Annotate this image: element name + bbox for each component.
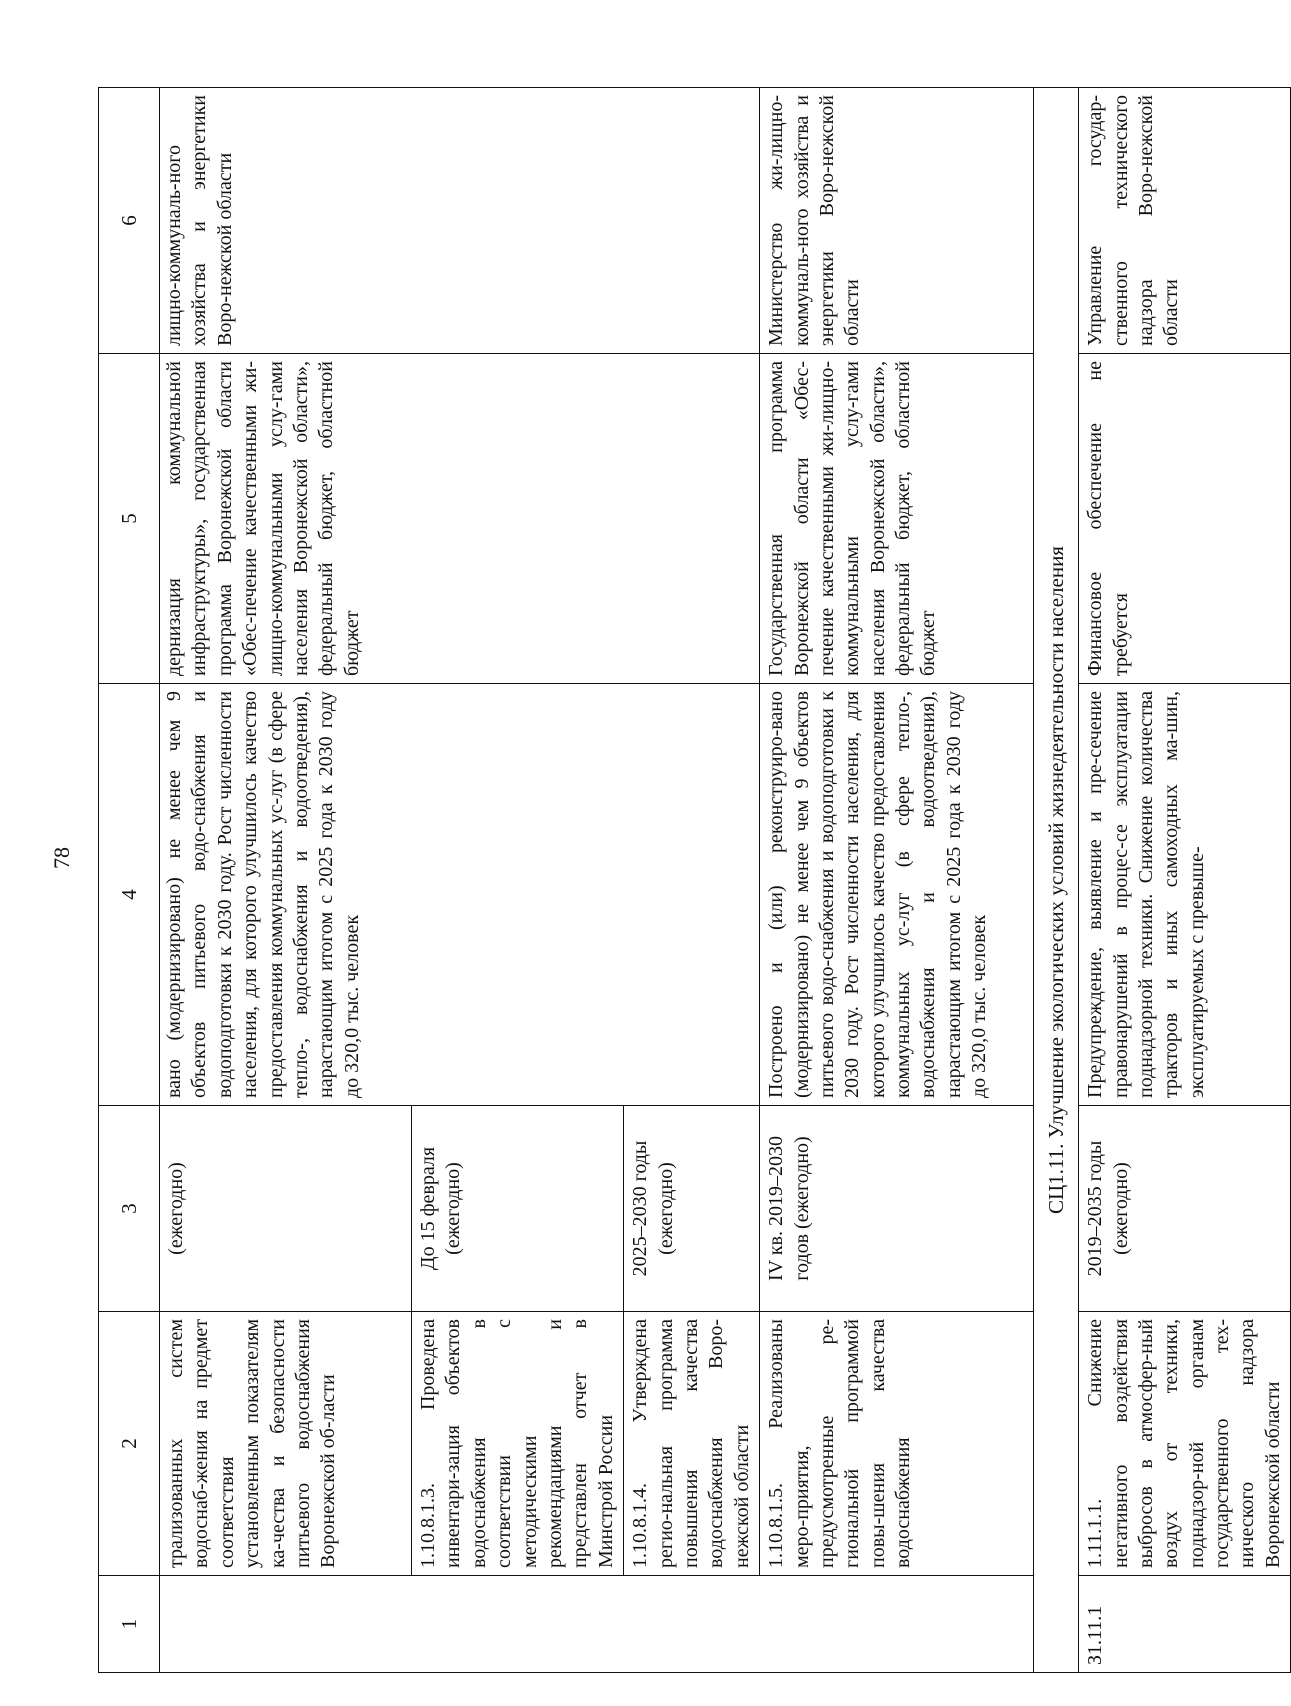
executor-cell: Управление государ-ственного технического надзора Воро-нежской области	[1079, 88, 1291, 354]
funding-cell: Финансовое обеспечение не требуется	[1079, 354, 1291, 684]
header-col-4: 4	[99, 684, 160, 1106]
executor-cell: лищно-коммуналь-ного хозяйства и энергетики Воро-нежской области	[160, 88, 760, 354]
rotated-table-container	[98, 88, 1284, 1673]
event-cell: 1.11.1.1. Снижение негативного воздействия выбросов в атмосфер-ный воздух от техники, поднадзор-ной органам государственного тех-нического надзора Воронежской области	[1079, 1312, 1291, 1576]
table-row	[160, 88, 412, 1673]
term-cell: IV кв. 2019–2030 годов (ежегодно)	[760, 1106, 1034, 1312]
event-cell: трализованных систем водоснаб-жения на предмет соответствия установленным показателям ка-чества и безопасности питьевого водоснабжения Воронежской об-ласти	[160, 1312, 412, 1576]
section-title: СЦ1.11. Улучшение экологических условий жизнедеятельности населения	[1034, 88, 1079, 1673]
header-col-5: 5	[99, 354, 160, 684]
row-id-cell	[160, 1576, 1034, 1673]
table-row	[1079, 88, 1291, 1673]
section-row	[1034, 88, 1079, 1673]
row-id-cell: З1.11.1	[1079, 1576, 1291, 1673]
result-cell: вано (модернизировано) не менее чем 9 объектов питьевого водо-снабжения и водоподготовки к 2030 году. Рост численности населения, для которого улучшилось качество предоставления коммунальных ус-луг (в сфере тепло-, водоснабжения и водоотведения), нарастающим итогом с 2025 года к 2030 году до 320,0 тыс. человек	[160, 684, 760, 1106]
table-row	[760, 88, 1034, 1673]
header-col-1: 1	[99, 1576, 160, 1673]
page-number: 78	[49, 847, 74, 869]
executor-cell: Министерство жи-лищно-коммуналь-ного хозяйства и энергетики Воро-нежской области	[760, 88, 1034, 354]
term-cell: 2019–2035 годы (ежегодно)	[1079, 1106, 1291, 1312]
data-table	[98, 87, 1291, 1673]
term-cell: До 15 февраля (ежегодно)	[412, 1106, 624, 1312]
header-col-3: 3	[99, 1106, 160, 1312]
event-cell: 1.10.8.1.3. Проведена инвентари-зация объектов водоснабжения в соответствии с методическими рекомендациями и представлен отчет в Минстрой России	[412, 1312, 624, 1576]
term-cell: (ежегодно)	[160, 1106, 412, 1312]
funding-cell: Государственная программа Воронежской области «Обес-печение качественными жи-лищно-коммунальными услу-гами населения Воронежской области», федеральный бюджет, областной бюджет	[760, 354, 1034, 684]
header-col-2: 2	[99, 1312, 160, 1576]
event-cell: 1.10.8.1.5. Реализованы меро-приятия, предусмотренные ре-гиональной программой повы-шения качества водоснабжения	[760, 1312, 1034, 1576]
term-cell: 2025–2030 годы (ежегодно)	[624, 1106, 760, 1312]
header-row	[99, 88, 160, 1673]
header-col-6: 6	[99, 88, 160, 354]
result-cell: Построено и (или) реконструиро-вано (модернизировано) не менее чем 9 объектов питьевого водо-снабжения и водоподготовки к 2030 году. Рост численности населения, для которого улучшилось качество предоставления коммунальных ус-луг (в сфере тепло-, водоснабжения и водоотведения), нарастающим итогом с 2025 года к 2030 году до 320,0 тыс. человек	[760, 684, 1034, 1106]
result-cell: Предупреждение, выявление и пре-сечение правонарушений в процес-се эксплуатации поднадзорной техники. Снижение количества тракторов и иных самоходных ма-шин, эксплуатируемых с превыше-	[1079, 684, 1291, 1106]
event-cell: 1.10.8.1.4. Утверждена регио-нальная программа повышения качества водоснабжения Воро-нежской области	[624, 1312, 760, 1576]
funding-cell: дернизация коммунальной инфраструктуры», государственная программа Воронежской области «Обес-печение качественными жи-лищно-коммунальными услу-гами населения Воронежской области», федеральный бюджет, областной бюджет	[160, 354, 760, 684]
